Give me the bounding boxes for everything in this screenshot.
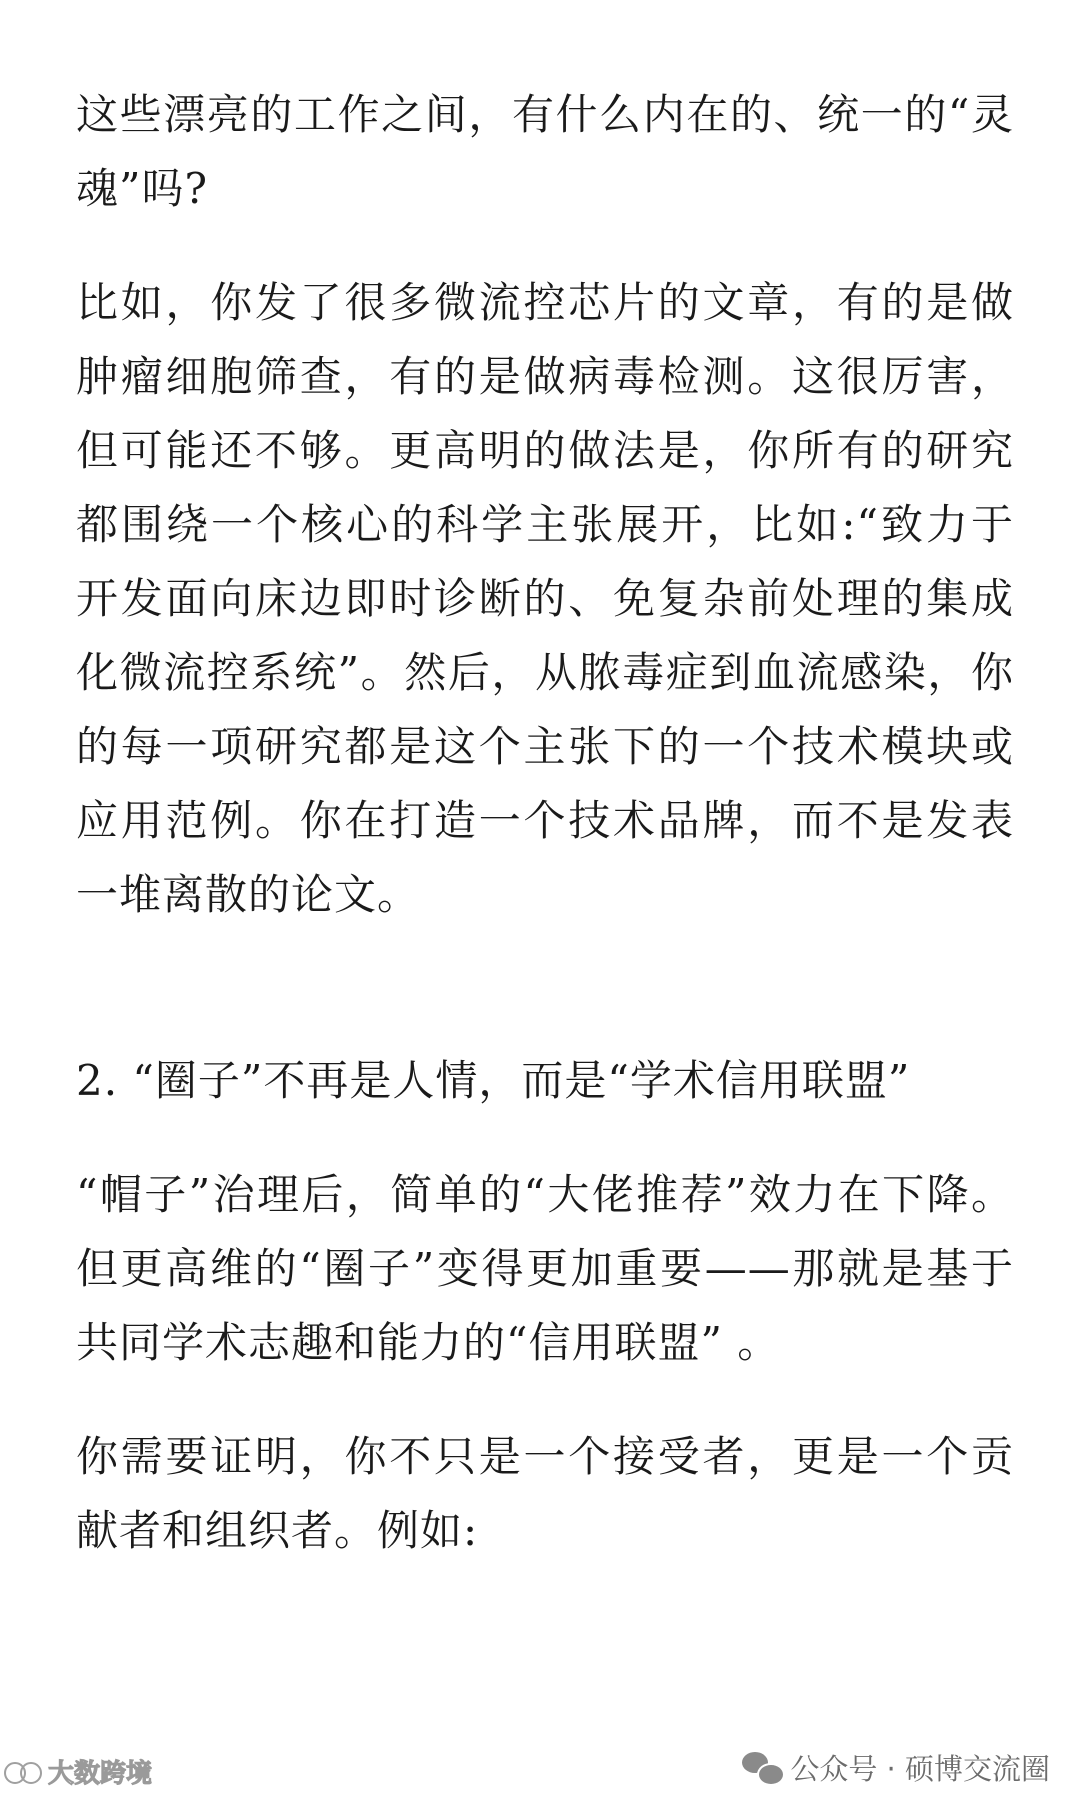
paragraph-microfluidics-example: 比如，你发了很多微流控芯片的文章，有的是做肿瘤细胞筛查，有的是做病毒检测。这很厉害，但可能还不够。更高明的做法是，你所有的研究都围绕一个核心的科学主张展开，比如:“致力于开发面向床边即时诊断的、免复杂前处理的集成化微流控系统”。然后，从脓毒症到血流感染，你的每一项研究都是这个主张下的一个技术模块或应用范例。你在打造一个技术品牌，而不是发表一堆离散的论文。 xyxy=(76,278,1014,919)
paragraph-credit-alliance: “帽子”治理后，简单的“大佬推荐”效力在下降。但更高维的“圈子”变得更加重要——那就是基于共同学术志趣和能力的“信用联盟” 。 xyxy=(76,1170,1014,1367)
section-heading: 2. “圈子”不再是人情，而是“学术信用联盟” xyxy=(76,1056,911,1105)
brand-logo xyxy=(4,1753,152,1790)
brand-text: 大数跨境 xyxy=(48,1759,153,1789)
paragraph-soul-question: 这些漂亮的工作之间，有什么内在的、统一的“灵魂”吗? xyxy=(76,90,1014,213)
spacer xyxy=(76,1118,1014,1158)
paragraph-contributor: 你需要证明，你不只是一个接受者，更是一个贡献者和组织者。例如: xyxy=(76,1432,1014,1555)
spacer xyxy=(76,1380,1014,1420)
spacer xyxy=(76,932,1014,1044)
wechat-watermark xyxy=(742,1747,1050,1788)
spacer xyxy=(76,226,1014,266)
wechat-icon xyxy=(742,1752,782,1784)
brand-mark-icon xyxy=(4,1759,44,1785)
watermark-text: 公众号 · 硕博交流圈 xyxy=(790,1752,1050,1786)
article-body xyxy=(76,78,1014,1568)
